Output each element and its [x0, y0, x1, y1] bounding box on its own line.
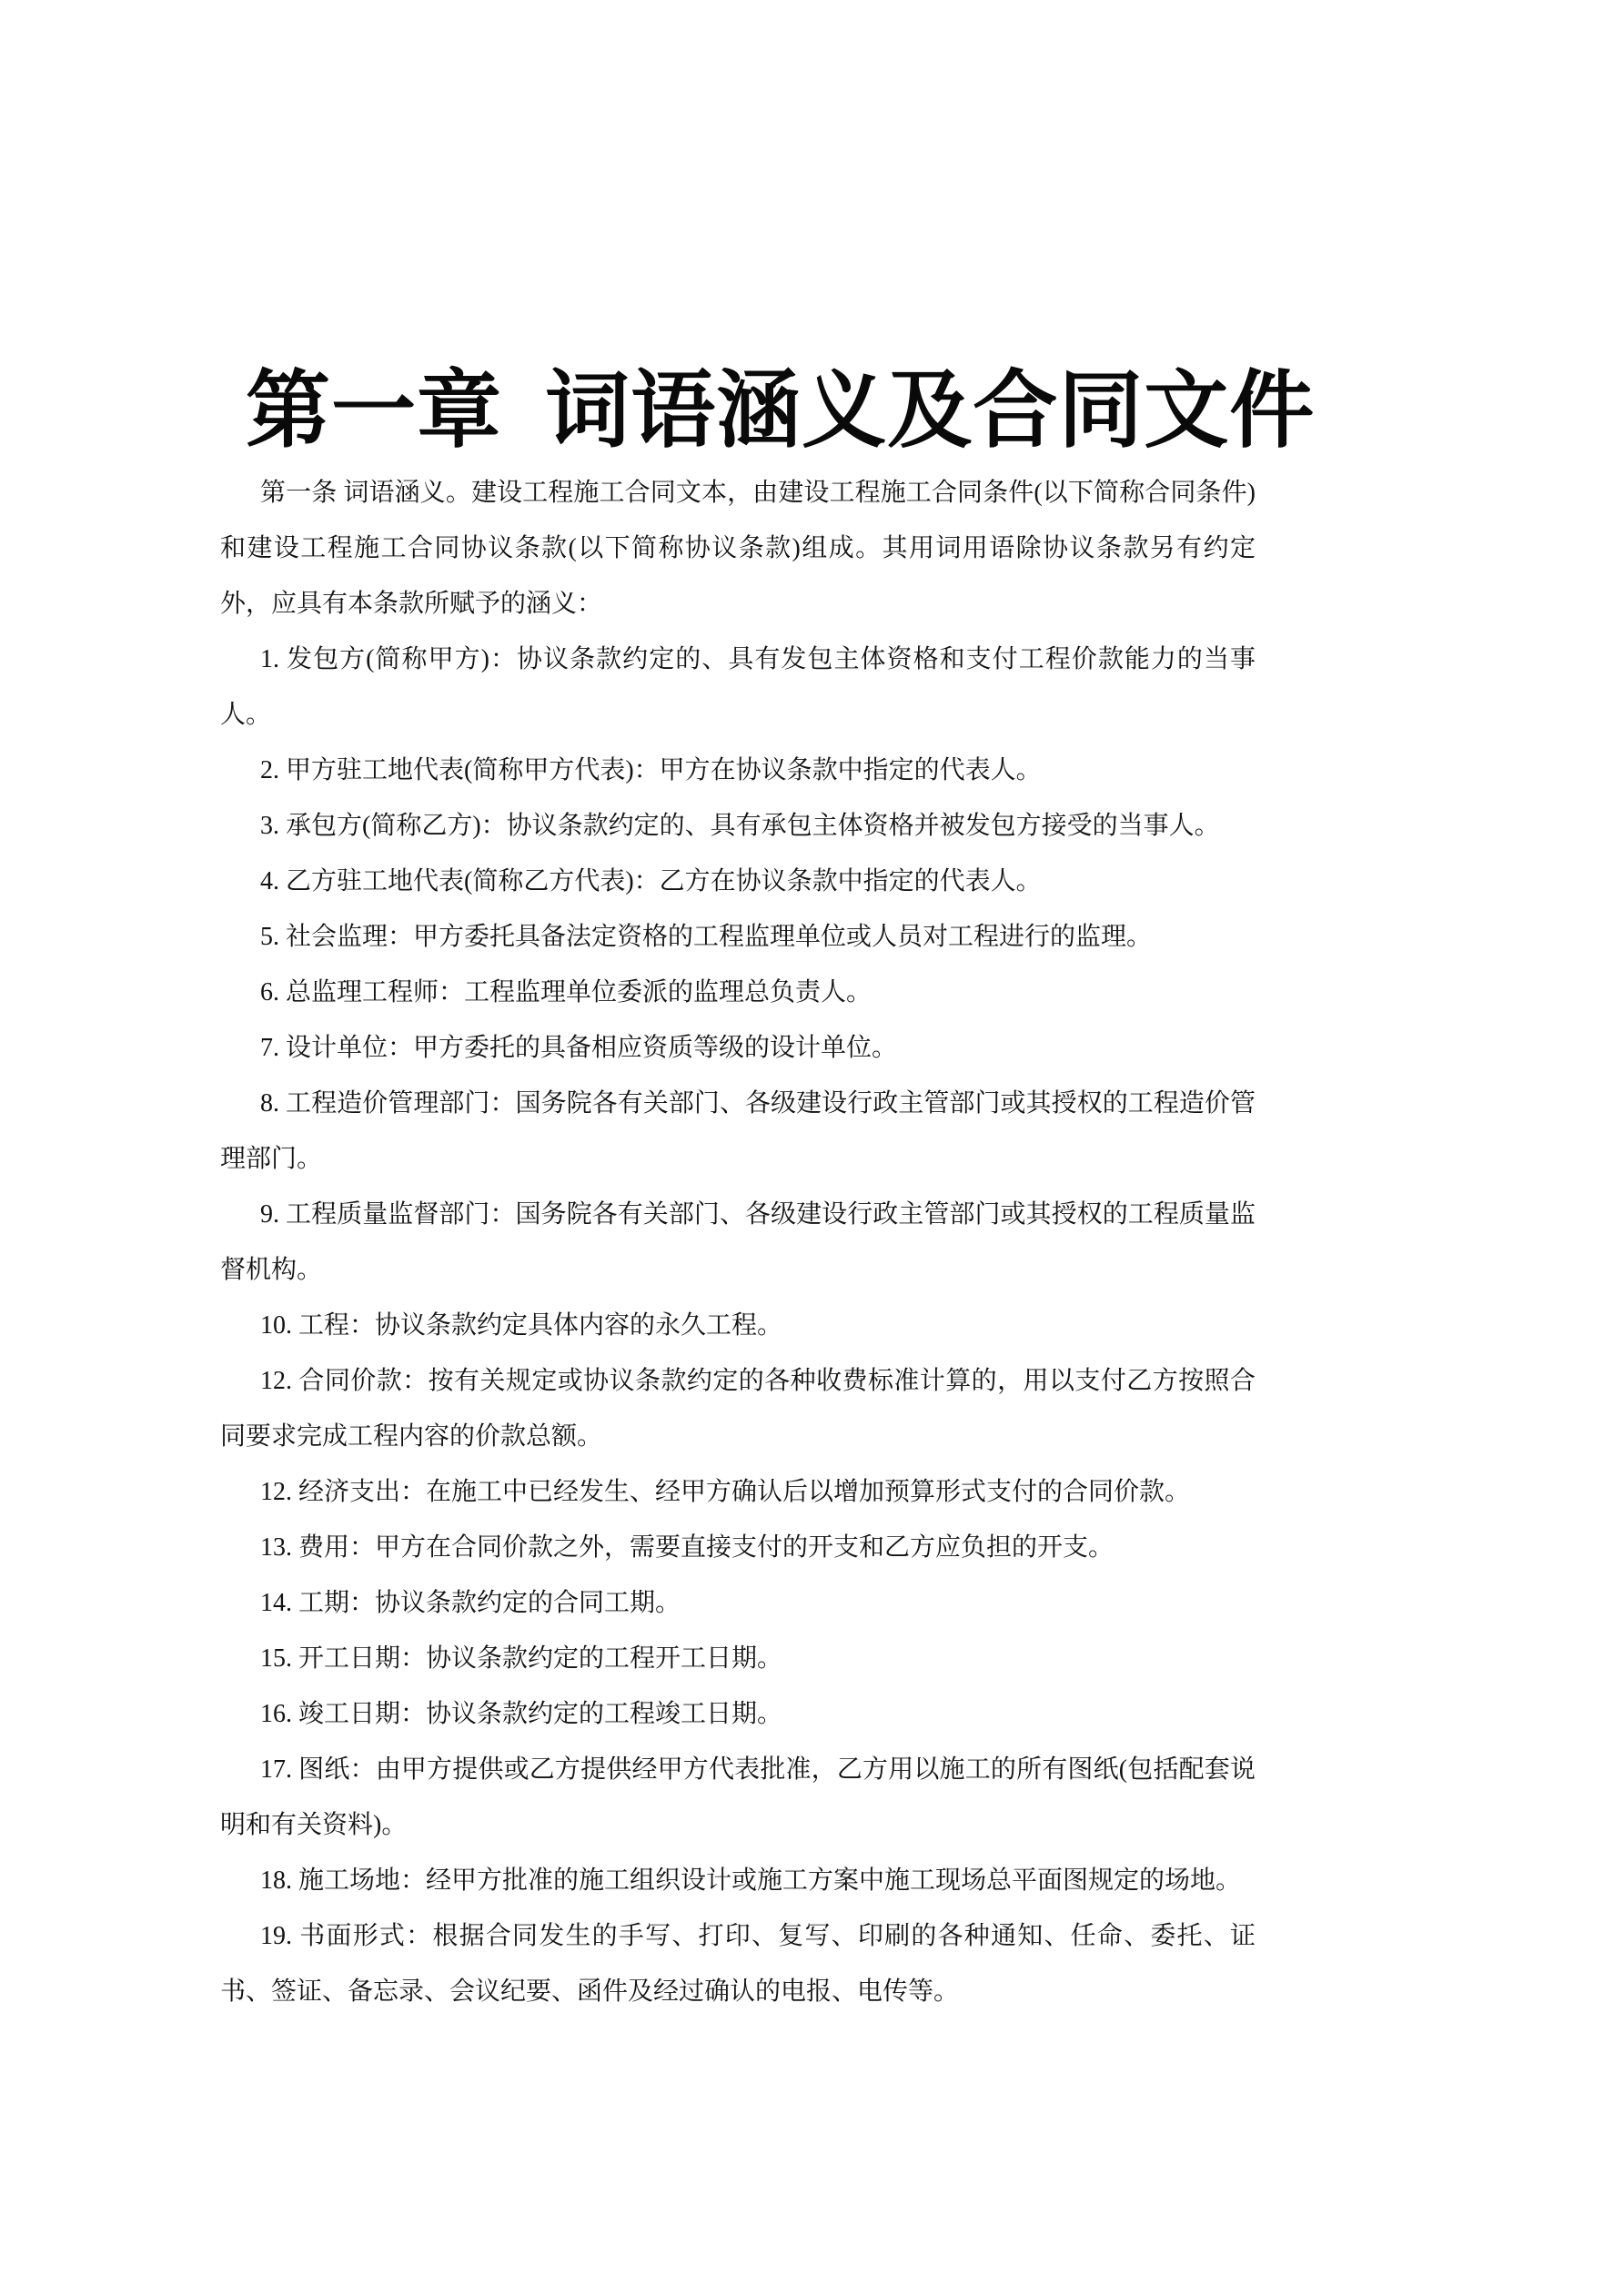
paragraph: 3. 承包方(简称乙方)：协议条款约定的、具有承包主体资格并被发包方接受的当事人。 — [260, 811, 1220, 840]
paragraph: 5. 社会监理：甲方委托具备法定资格的工程监理单位或人员对工程进行的监理。 — [260, 922, 1153, 951]
paragraph: 2. 甲方驻工地代表(简称甲方代表)：甲方在协议条款中指定的代表人。 — [260, 755, 1042, 784]
paragraph: 7. 设计单位：甲方委托的具备相应资质等级的设计单位。 — [260, 1033, 898, 1062]
paragraph: 15. 开工日期：协议条款约定的工程开工日期。 — [260, 1644, 783, 1673]
chapter-title: 第一章 词语涵义及合同文件 — [246, 363, 1316, 458]
paragraph: 8. 工程造价管理部门：国务院各有关部门、各级建设行政主管部门或其授权的工程造价管理部门。 — [220, 1088, 1256, 1173]
paragraph: 16. 竣工日期：协议条款约定的工程竣工日期。 — [260, 1699, 783, 1728]
paragraph: 6. 总监理工程师：工程监理单位委派的监理总负责人。 — [260, 977, 873, 1006]
paragraph: 9. 工程质量监督部门：国务院各有关部门、各级建设行政主管部门或其授权的工程质量监督机构。 — [220, 1199, 1256, 1284]
paragraph: 17. 图纸：由甲方提供或乙方提供经甲方代表批准，乙方用以施工的所有图纸(包括配套说明和有关资料)。 — [220, 1755, 1256, 1839]
paragraph: 14. 工期：协议条款约定的合同工期。 — [260, 1588, 681, 1617]
paragraph: 第一条 词语涵义。建设工程施工合同文本，由建设工程施工合同条件(以下简称合同条件)和建设工程施工合同协议条款(以下简称协议条款)组成。其用词用语除协议条款另有约定外，应具有本条款所赋予的涵义： — [220, 478, 1256, 618]
paragraph: 4. 乙方驻工地代表(简称乙方代表)：乙方在协议条款中指定的代表人。 — [260, 866, 1042, 895]
paragraph: 19. 书面形式：根据合同发生的手写、打印、复写、印刷的各种通知、任命、委托、证书、签证、备忘录、会议纪要、函件及经过确认的电报、电传等。 — [220, 1921, 1256, 2006]
paragraph: 1. 发包方(简称甲方)：协议条款约定的、具有发包主体资格和支付工程价款能力的当事人。 — [220, 644, 1256, 729]
paragraph: 12. 经济支出：在施工中已经发生、经甲方确认后以增加预算形式支付的合同价款。 — [260, 1477, 1191, 1506]
paragraph: 12. 合同价款：按有关规定或协议条款约定的各种收费标准计算的，用以支付乙方按照合同要求完成工程内容的价款总额。 — [220, 1366, 1256, 1451]
content-column — [220, 0, 1316, 2019]
paragraph: 10. 工程：协议条款约定具体内容的永久工程。 — [260, 1310, 783, 1340]
paragraph: 18. 施工场地：经甲方批准的施工组织设计或施工方案中施工现场总平面图规定的场地。 — [260, 1866, 1242, 1895]
document-body — [220, 465, 1256, 2019]
paragraph: 13. 费用：甲方在合同价款之外，需要直接支付的开支和乙方应负担的开支。 — [260, 1532, 1115, 1562]
